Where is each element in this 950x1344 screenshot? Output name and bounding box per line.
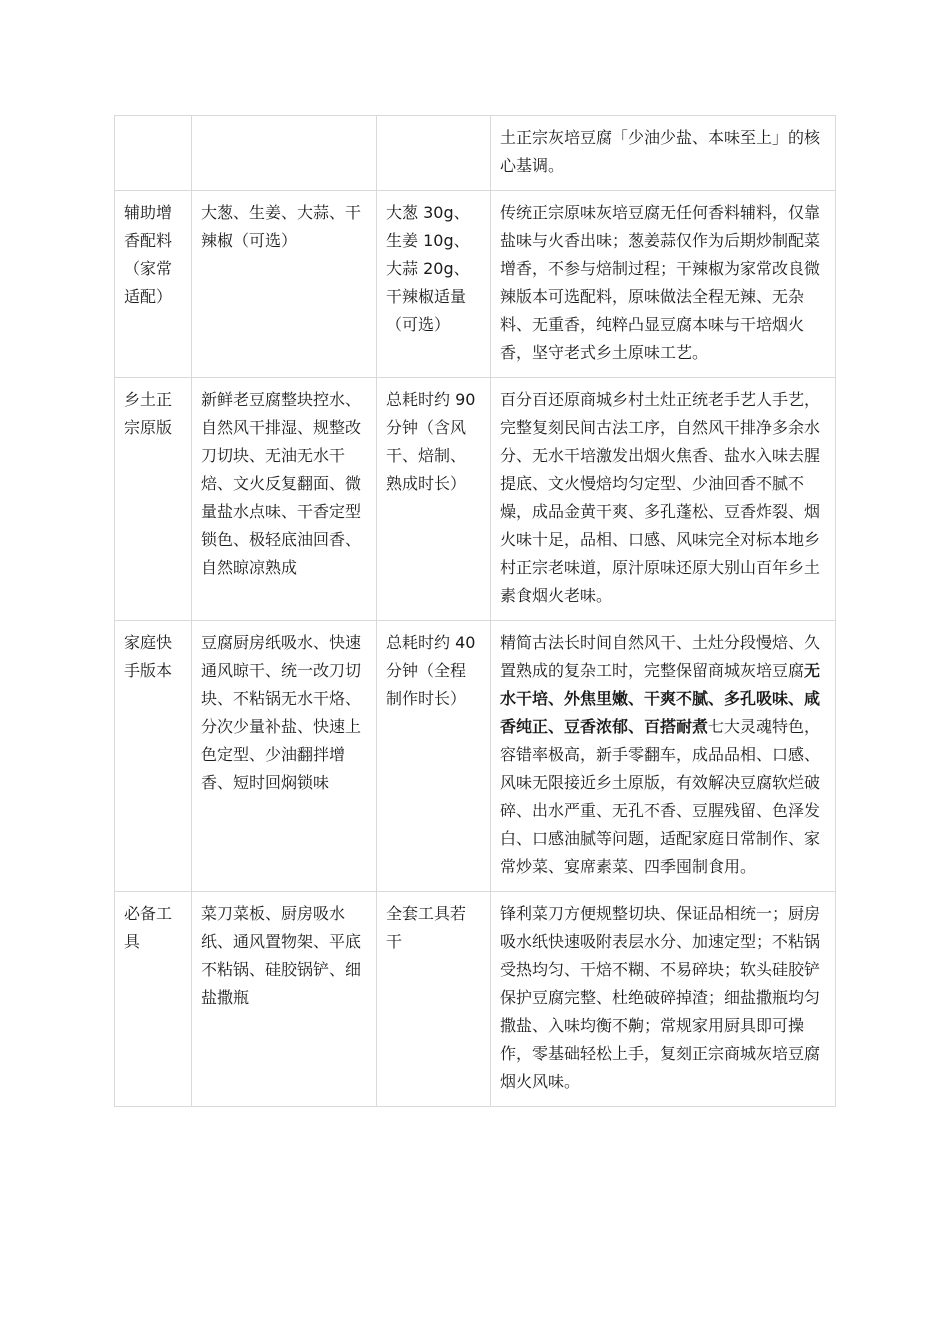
- description-text: 七大灵魂特色，容错率极高，新手零翻车，成品品相、口感、风味无限接近乡土原版，有效解决豆腐软烂破碎、出水严重、无孔不香、豆腥残留、色泽发白、口感油腻等问题，适配家庭日常制作、家常炒菜、宴席素菜、四季囤制食用。: [500, 717, 821, 876]
- row-label-cell: [115, 116, 192, 191]
- row-label-cell: 乡土正宗原版: [115, 378, 192, 621]
- row-items-cell: 菜刀菜板、厨房吸水纸、通风置物架、平底不粘锅、硅胶锅铲、细盐撒瓶: [192, 892, 377, 1107]
- table-row: [115, 378, 836, 621]
- row-label-cell: 家庭快手版本: [115, 621, 192, 892]
- row-items-cell: [192, 116, 377, 191]
- row-description-cell: 传统正宗原味灰培豆腐无任何香料辅料，仅靠盐味与火香出味；葱姜蒜仅作为后期炒制配菜增香，不参与焙制过程；干辣椒为家常改良微辣版本可选配料，原味做法全程无辣、无杂料、无重香，纯粹凸显豆腐本味与干培烟火香，坚守老式乡土原味工艺。: [491, 191, 836, 378]
- row-label-cell: 必备工具: [115, 892, 192, 1107]
- row-amount-cell: 全套工具若干: [377, 892, 491, 1107]
- row-label-cell: 辅助增香配料（家常适配）: [115, 191, 192, 378]
- row-items-cell: 大葱、生姜、大蒜、干辣椒（可选）: [192, 191, 377, 378]
- recipe-table: [114, 115, 836, 1107]
- row-description-cell: 百分百还原商城乡村土灶正统老手艺人手艺，完整复刻民间古法工序，自然风干排净多余水分、无水干培激发出烟火焦香、盐水入味去腥提底、文火慢焙均匀定型、少油回香不腻不燥，成品金黄干爽、多孔蓬松、豆香炸裂、烟火味十足，品相、口感、风味完全对标本地乡村正宗老味道，原汁原味还原大别山百年乡土素食烟火老味。: [491, 378, 836, 621]
- table-row: [115, 892, 836, 1107]
- row-description-cell: 锋利菜刀方便规整切块、保证品相统一；厨房吸水纸快速吸附表层水分、加速定型；不粘锅受热均匀、干焙不糊、不易碎块；软头硅胶铲保护豆腐完整、杜绝破碎掉渣；细盐撒瓶均匀撒盐、入味均衡不齁；常规家用厨具即可操作，零基础轻松上手，复刻正宗商城灰培豆腐烟火风味。: [491, 892, 836, 1107]
- row-amount-cell: 总耗时约 40 分钟（全程制作时长）: [377, 621, 491, 892]
- row-amount-cell: 总耗时约 90 分钟（含风干、焙制、熟成时长）: [377, 378, 491, 621]
- row-amount-cell: [377, 116, 491, 191]
- row-items-cell: 豆腐厨房纸吸水、快速通风晾干、统一改刀切块、不粘锅无水干烙、分次少量补盐、快速上色定型、少油翻拌增香、短时回焖锁味: [192, 621, 377, 892]
- table-row: [115, 116, 836, 191]
- row-amount-cell: 大葱 30g、生姜 10g、大蒜 20g、干辣椒适量（可选）: [377, 191, 491, 378]
- description-text: 精简古法长时间自然风干、土灶分段慢焙、久置熟成的复杂工时，完整保留商城灰培豆腐: [500, 633, 821, 680]
- description-emphasis: 无水干培、外焦里嫩、干爽不腻、多孔吸味、咸香纯正、豆香浓郁、百搭耐煮: [500, 661, 821, 736]
- row-description-cell: 土正宗灰培豆腐「少油少盐、本味至上」的核心基调。: [491, 116, 836, 191]
- row-items-cell: 新鲜老豆腐整块控水、自然风干排湿、规整改刀切块、无油无水干焙、文火反复翻面、微量盐水点味、干香定型锁色、极轻底油回香、自然晾凉熟成: [192, 378, 377, 621]
- table-row: [115, 621, 836, 892]
- table-row: [115, 191, 836, 378]
- row-description-cell: [491, 621, 836, 892]
